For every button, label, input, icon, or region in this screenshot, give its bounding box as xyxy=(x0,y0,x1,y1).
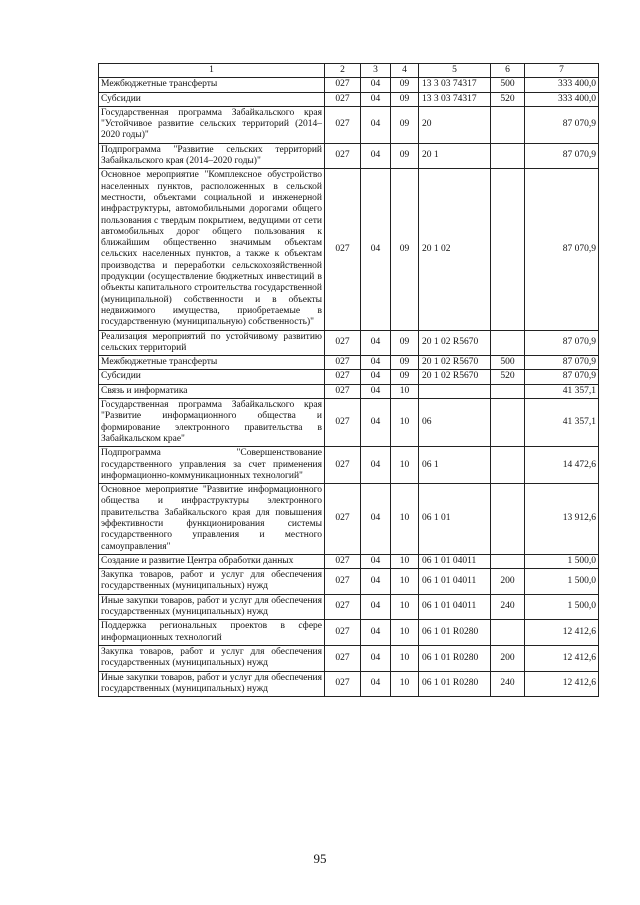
target-article-cell: 06 1 xyxy=(419,447,491,484)
amount-cell: 87 070,9 xyxy=(525,356,599,370)
amount-cell: 333 400,0 xyxy=(525,78,599,92)
row-name-cell: Связь и информатика xyxy=(99,384,325,398)
table-row xyxy=(99,370,599,384)
subsection-code-cell: 09 xyxy=(391,106,419,143)
amount-cell: 14 472,6 xyxy=(525,447,599,484)
amount-cell: 1 500,0 xyxy=(525,569,599,595)
subsection-code-cell: 10 xyxy=(391,384,419,398)
page-number: 95 xyxy=(313,851,327,866)
row-name-cell: Реализация мероприятий по устойчивому развитию сельских территорий xyxy=(99,330,325,356)
target-article-cell: 06 1 01 R0280 xyxy=(419,645,491,671)
section-code-cell: 04 xyxy=(361,620,391,646)
table-row xyxy=(99,594,599,620)
header-cell: 2 xyxy=(325,64,361,78)
ministry-code-cell: 027 xyxy=(325,554,361,568)
amount-cell: 333 400,0 xyxy=(525,92,599,106)
column-number-header-row xyxy=(99,64,599,78)
ministry-code-cell: 027 xyxy=(325,330,361,356)
subsection-code-cell: 09 xyxy=(391,169,419,330)
row-name-cell: Закупка товаров, работ и услуг для обеспечения государственных (муниципальных) нужд xyxy=(99,569,325,595)
expense-type-cell xyxy=(491,384,525,398)
subsection-code-cell: 09 xyxy=(391,370,419,384)
ministry-code-cell: 027 xyxy=(325,620,361,646)
subsection-code-cell: 09 xyxy=(391,78,419,92)
target-article-cell: 20 1 02 R5670 xyxy=(419,330,491,356)
section-code-cell: 04 xyxy=(361,594,391,620)
ministry-code-cell: 027 xyxy=(325,370,361,384)
target-article-cell: 06 1 01 xyxy=(419,484,491,555)
table-row xyxy=(99,169,599,330)
row-name-cell: Подпрограмма "Совершенствование государственного управления за счет применения информационно-коммуникационных технологий" xyxy=(99,447,325,484)
ministry-code-cell: 027 xyxy=(325,106,361,143)
target-article-cell: 06 1 01 04011 xyxy=(419,569,491,595)
amount-cell: 87 070,9 xyxy=(525,143,599,169)
expense-type-cell: 200 xyxy=(491,645,525,671)
subsection-code-cell: 10 xyxy=(391,399,419,447)
target-article-cell: 06 1 01 R0280 xyxy=(419,620,491,646)
target-article-cell: 20 1 xyxy=(419,143,491,169)
header-cell: 5 xyxy=(419,64,491,78)
row-name-cell: Государственная программа Забайкальского края "Устойчивое развитие сельских территорий (2014–2020 годы)" xyxy=(99,106,325,143)
row-name-cell: Закупка товаров, работ и услуг для обеспечения государственных (муниципальных) нужд xyxy=(99,645,325,671)
expense-type-cell: 240 xyxy=(491,594,525,620)
section-code-cell: 04 xyxy=(361,447,391,484)
amount-cell: 1 500,0 xyxy=(525,554,599,568)
target-article-cell: 06 1 01 R0280 xyxy=(419,671,491,697)
amount-cell: 87 070,9 xyxy=(525,106,599,143)
amount-cell: 87 070,9 xyxy=(525,169,599,330)
table-row xyxy=(99,384,599,398)
row-name-cell: Субсидии xyxy=(99,370,325,384)
section-code-cell: 04 xyxy=(361,645,391,671)
row-name-cell: Поддержка региональных проектов в сфере информационных технологий xyxy=(99,620,325,646)
section-code-cell: 04 xyxy=(361,569,391,595)
section-code-cell: 04 xyxy=(361,399,391,447)
table-row xyxy=(99,106,599,143)
amount-cell: 12 412,6 xyxy=(525,645,599,671)
row-name-cell: Субсидии xyxy=(99,92,325,106)
amount-cell: 12 412,6 xyxy=(525,671,599,697)
section-code-cell: 04 xyxy=(361,484,391,555)
table-row xyxy=(99,620,599,646)
row-name-cell: Создание и развитие Центра обработки данных xyxy=(99,554,325,568)
row-name-cell: Основное мероприятие "Комплексное обустройство населенных пунктов, расположенных в сельской местности, объектами социальной и инженерной инфраструктуры, автомобильными дорогами общего пользования с твердым покрытием, ведущими от сети автомобильных дорог общего пользования к ближайшим общественно значимым объектам сельских населенных пунктов, а также к объектам производства и переработки сельскохозяйственной продукции (осуществление бюджетных инвестиций в объекты капитального строительства государственной (муниципальной) собственности и в объекты недвижимого имущества, приобретаемые в государственную (муниципальную) собственность)" xyxy=(99,169,325,330)
ministry-code-cell: 027 xyxy=(325,78,361,92)
row-name-cell: Подпрограмма "Развитие сельских территорий Забайкальского края (2014–2020 годы)" xyxy=(99,143,325,169)
table-row xyxy=(99,569,599,595)
table-row xyxy=(99,447,599,484)
ministry-code-cell: 027 xyxy=(325,671,361,697)
row-name-cell: Межбюджетные трансферты xyxy=(99,78,325,92)
table-row xyxy=(99,78,599,92)
amount-cell: 41 357,1 xyxy=(525,399,599,447)
section-code-cell: 04 xyxy=(361,143,391,169)
section-code-cell: 04 xyxy=(361,356,391,370)
target-article-cell: 06 xyxy=(419,399,491,447)
row-name-cell: Основное мероприятие "Развитие информационного общества и инфраструктуры электронного правительства Забайкальского края для повышения эффективности функционирования системы государственного управления и местного самоуправления" xyxy=(99,484,325,555)
expense-type-cell: 520 xyxy=(491,370,525,384)
header-cell: 6 xyxy=(491,64,525,78)
target-article-cell xyxy=(419,384,491,398)
table-row xyxy=(99,330,599,356)
amount-cell: 41 357,1 xyxy=(525,384,599,398)
expense-type-cell: 520 xyxy=(491,92,525,106)
target-article-cell: 20 1 02 R5670 xyxy=(419,356,491,370)
table-row xyxy=(99,92,599,106)
subsection-code-cell: 10 xyxy=(391,569,419,595)
ministry-code-cell: 027 xyxy=(325,399,361,447)
section-code-cell: 04 xyxy=(361,384,391,398)
expense-type-cell xyxy=(491,106,525,143)
expense-type-cell xyxy=(491,447,525,484)
subsection-code-cell: 09 xyxy=(391,330,419,356)
section-code-cell: 04 xyxy=(361,106,391,143)
section-code-cell: 04 xyxy=(361,370,391,384)
subsection-code-cell: 10 xyxy=(391,645,419,671)
row-name-cell: Иные закупки товаров, работ и услуг для обеспечения государственных (муниципальных) нужд xyxy=(99,671,325,697)
row-name-cell: Государственная программа Забайкальского края "Развитие информационного общества и формирование электронного правительства в Забайкальском крае" xyxy=(99,399,325,447)
ministry-code-cell: 027 xyxy=(325,447,361,484)
target-article-cell: 06 1 01 04011 xyxy=(419,554,491,568)
target-article-cell: 13 3 03 74317 xyxy=(419,92,491,106)
expense-type-cell: 500 xyxy=(491,78,525,92)
ministry-code-cell: 027 xyxy=(325,484,361,555)
subsection-code-cell: 10 xyxy=(391,484,419,555)
expense-type-cell xyxy=(491,484,525,555)
subsection-code-cell: 10 xyxy=(391,447,419,484)
ministry-code-cell: 027 xyxy=(325,594,361,620)
amount-cell: 13 912,6 xyxy=(525,484,599,555)
target-article-cell: 20 1 02 xyxy=(419,169,491,330)
table-row xyxy=(99,143,599,169)
table-row xyxy=(99,645,599,671)
amount-cell: 87 070,9 xyxy=(525,330,599,356)
amount-cell: 1 500,0 xyxy=(525,594,599,620)
subsection-code-cell: 09 xyxy=(391,356,419,370)
table-row xyxy=(99,356,599,370)
expense-type-cell xyxy=(491,399,525,447)
header-cell: 3 xyxy=(361,64,391,78)
ministry-code-cell: 027 xyxy=(325,143,361,169)
subsection-code-cell: 10 xyxy=(391,594,419,620)
section-code-cell: 04 xyxy=(361,92,391,106)
header-cell: 1 xyxy=(99,64,325,78)
section-code-cell: 04 xyxy=(361,671,391,697)
header-cell: 7 xyxy=(525,64,599,78)
target-article-cell: 20 xyxy=(419,106,491,143)
header-cell: 4 xyxy=(391,64,419,78)
target-article-cell: 06 1 01 04011 xyxy=(419,594,491,620)
expense-type-cell: 200 xyxy=(491,569,525,595)
expense-type-cell xyxy=(491,330,525,356)
section-code-cell: 04 xyxy=(361,169,391,330)
expense-type-cell: 240 xyxy=(491,671,525,697)
subsection-code-cell: 10 xyxy=(391,554,419,568)
target-article-cell: 20 1 02 R5670 xyxy=(419,370,491,384)
expense-type-cell xyxy=(491,143,525,169)
table-row xyxy=(99,484,599,555)
expense-type-cell: 500 xyxy=(491,356,525,370)
row-name-cell: Межбюджетные трансферты xyxy=(99,356,325,370)
table-row xyxy=(99,671,599,697)
section-code-cell: 04 xyxy=(361,554,391,568)
subsection-code-cell: 10 xyxy=(391,671,419,697)
subsection-code-cell: 09 xyxy=(391,92,419,106)
ministry-code-cell: 027 xyxy=(325,569,361,595)
ministry-code-cell: 027 xyxy=(325,92,361,106)
amount-cell: 87 070,9 xyxy=(525,370,599,384)
amount-cell: 12 412,6 xyxy=(525,620,599,646)
row-name-cell: Иные закупки товаров, работ и услуг для обеспечения государственных (муниципальных) нужд xyxy=(99,594,325,620)
section-code-cell: 04 xyxy=(361,330,391,356)
expense-type-cell xyxy=(491,554,525,568)
expense-type-cell xyxy=(491,620,525,646)
expense-type-cell xyxy=(491,169,525,330)
target-article-cell: 13 3 03 74317 xyxy=(419,78,491,92)
subsection-code-cell: 09 xyxy=(391,143,419,169)
budget-table xyxy=(98,63,599,697)
table-row xyxy=(99,554,599,568)
ministry-code-cell: 027 xyxy=(325,645,361,671)
ministry-code-cell: 027 xyxy=(325,384,361,398)
section-code-cell: 04 xyxy=(361,78,391,92)
ministry-code-cell: 027 xyxy=(325,356,361,370)
ministry-code-cell: 027 xyxy=(325,169,361,330)
subsection-code-cell: 10 xyxy=(391,620,419,646)
table-row xyxy=(99,399,599,447)
